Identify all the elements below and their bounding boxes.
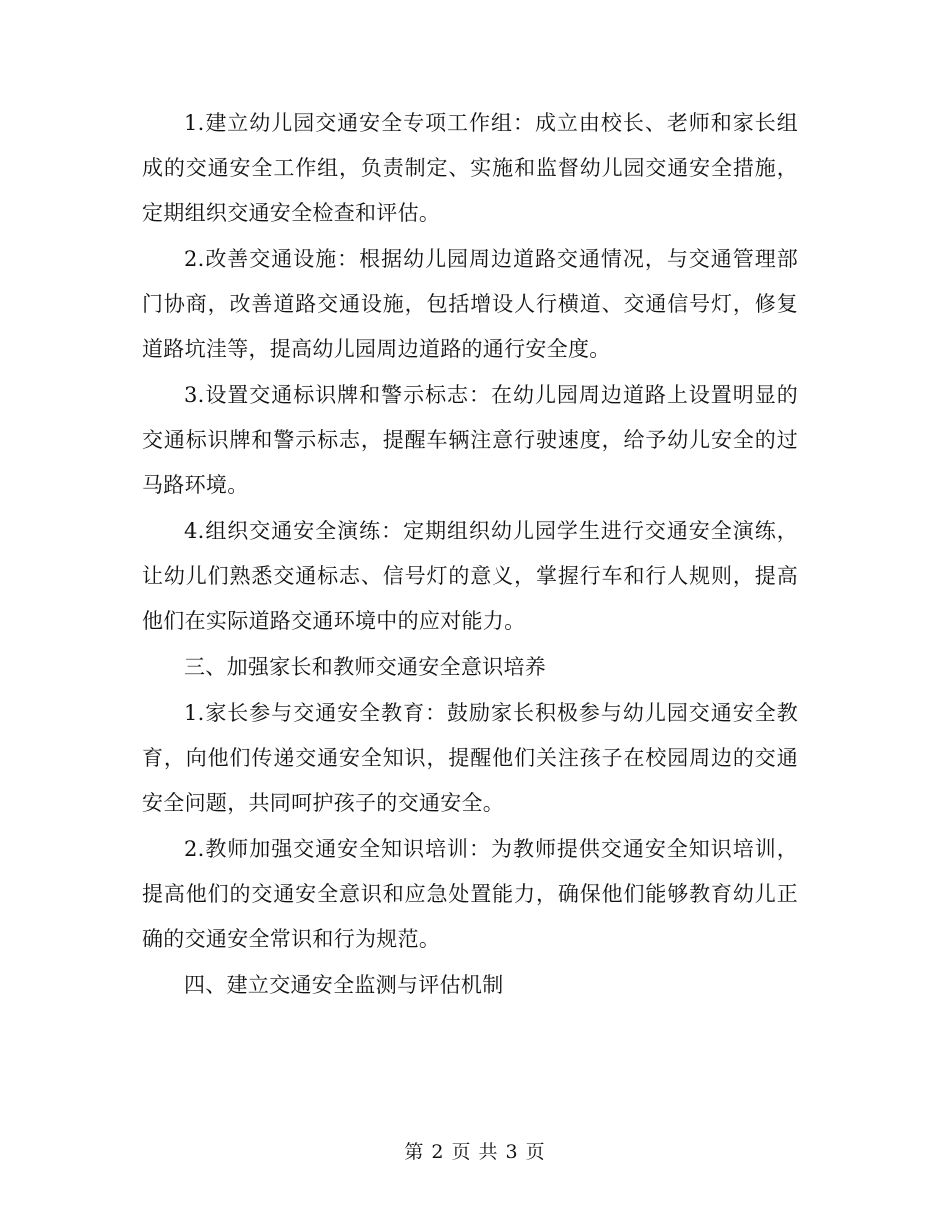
paragraph-work-group: 1.建立幼儿园交通安全专项工作组：成立由校长、老师和家长组成的交通安全工作组，负责制定、实施和监督幼儿园交通安全措施，定期组织交通安全检查和评估。 [142,111,798,225]
paragraph-safety-drills: 4.组织交通安全演练：定期组织幼儿园学生进行交通安全演练，让幼儿们熟悉交通标志、信号灯的意义，掌握行车和行人规则，提高他们在实际道路交通环境中的应对能力。 [142,519,798,633]
section-heading-monitoring: 四、建立交通安全监测与评估机制 [184,973,504,997]
paragraph-parent-education: 1.家长参与交通安全教育：鼓励家长积极参与幼儿园交通安全教育，向他们传递交通安全知识，提醒他们关注孩子在校园周边的交通安全问题，共同呵护孩子的交通安全。 [142,701,798,815]
paragraph-traffic-signs: 3.设置交通标识牌和警示标志：在幼儿园周边道路上设置明显的交通标识牌和警示标志，提醒车辆注意行驶速度，给予幼儿安全的过马路环境。 [142,383,798,497]
paragraph-traffic-facilities: 2.改善交通设施：根据幼儿园周边道路交通情况，与交通管理部门协商，改善道路交通设施，包括增设人行横道、交通信号灯，修复道路坑洼等，提高幼儿园周边道路的通行安全度。 [142,247,798,361]
page-number-footer: 第 2 页 共 3 页 [404,1141,546,1163]
section-heading-awareness: 三、加强家长和教师交通安全意识培养 [184,655,547,679]
document-body [142,101,798,1009]
paragraph-teacher-training: 2.教师加强交通安全知识培训：为教师提供交通安全知识培训，提高他们的交通安全意识和应急处置能力，确保他们能够教育幼儿正确的交通安全常识和行为规范。 [142,837,798,951]
